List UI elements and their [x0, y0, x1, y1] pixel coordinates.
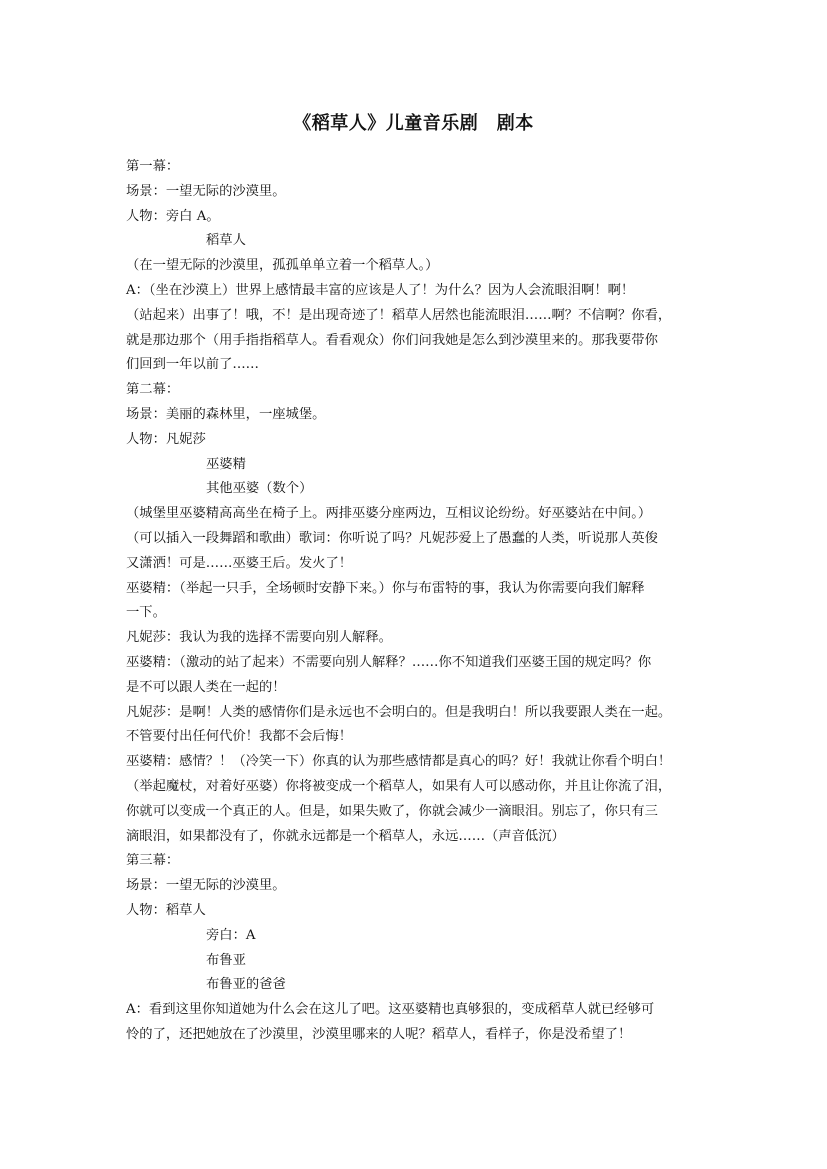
- script-line: 布鲁亚: [206, 952, 246, 968]
- script-line: 人物：凡妮莎: [126, 431, 206, 447]
- script-line: 凡妮莎：我认为我的选择不需要向别人解释。: [126, 630, 392, 646]
- script-line: 滴眼泪，如果都没有了，你就永远都是一个稻草人，永远……（声音低沉）: [126, 828, 565, 844]
- script-line: 巫婆精：（激动的站了起来）不需要向别人解释？……你不知道我们巫婆王国的规定吗？你: [126, 654, 652, 670]
- script-line: 们回到一年以前了……: [126, 357, 259, 373]
- script-line: 第三幕：: [126, 853, 180, 869]
- script-line: 旁白：A: [206, 927, 256, 943]
- script-line: 你就可以变成一个真正的人。但是，如果失败了，你就会减少一滴眼泪。别忘了，你只有三: [126, 803, 658, 819]
- script-line: 巫婆精：感情？！（冷笑一下）你真的认为那些感情都是真心的吗？好！我就让你看个明白！: [126, 754, 672, 770]
- script-line: 是不可以跟人类在一起的！: [126, 679, 286, 695]
- document-title: 《稻草人》儿童音乐剧 剧本: [293, 113, 534, 134]
- script-line: 第二幕：: [126, 382, 180, 398]
- script-body: [126, 155, 702, 1048]
- script-line: 人物：旁白 A。: [126, 208, 220, 224]
- script-line: 一下。: [126, 605, 166, 621]
- script-line: 场景：一望无际的沙漠里。: [126, 183, 286, 199]
- script-line: 不管要付出任何代价！我都不会后悔！: [126, 729, 353, 745]
- script-line: 布鲁亚的爸爸: [206, 977, 286, 993]
- script-line: （可以插入一段舞蹈和歌曲）歌词：你听说了吗？凡妮莎爱上了愚蠢的人类，听说那人英俊: [126, 530, 658, 546]
- script-line: A：（坐在沙漠上）世界上感情最丰富的应该是人了！为什么？因为人会流眼泪啊！啊！: [126, 282, 635, 298]
- script-line: 就是那边那个（用手指指稻草人。看看观众）你们问我她是怎么到沙漠里来的。那我要带你: [126, 332, 658, 348]
- script-line: 场景：美丽的森林里，一座城堡。: [126, 406, 326, 422]
- script-line: 又潇洒！可是……巫婆王后。发火了！: [126, 555, 353, 571]
- script-line: 场景：一望无际的沙漠里。: [126, 878, 286, 894]
- script-line: （站起来）出事了！哦，不！是出现奇迹了！稻草人居然也能流眼泪……啊？不信啊？你看，: [126, 307, 672, 323]
- script-line: 怜的了，还把她放在了沙漠里，沙漠里哪来的人呢？稻草人，看样子，你是没希望了！: [126, 1026, 632, 1042]
- script-line: 巫婆精：（举起一只手，全场顿时安静下来。）你与布雷特的事，我认为你需要向我们解释: [126, 580, 645, 596]
- script-line: 其他巫婆（数个）: [206, 481, 313, 497]
- script-line: （举起魔杖，对着好巫婆）你将被变成一个稻草人，如果有人可以感动你，并且让你流了泪，: [126, 778, 672, 794]
- script-line: （城堡里巫婆精高高坐在椅子上。两排巫婆分座两边，互相议论纷纷。好巫婆站在中间。）: [126, 506, 652, 522]
- script-line: 人物：稻草人: [126, 902, 206, 918]
- script-line: （在一望无际的沙漠里，孤孤单单立着一个稻草人。）: [126, 258, 439, 274]
- script-line: 凡妮莎：是啊！人类的感情你们是永远也不会明白的。但是我明白！所以我要跟人类在一起。: [126, 704, 672, 720]
- script-line: 稻草人: [206, 233, 246, 249]
- script-line: 第一幕：: [126, 159, 180, 174]
- script-line: 巫婆精: [206, 456, 246, 472]
- script-line: A：看到这里你知道她为什么会在这儿了吧。这巫婆精也真够狠的，变成稻草人就已经够可: [126, 1002, 655, 1018]
